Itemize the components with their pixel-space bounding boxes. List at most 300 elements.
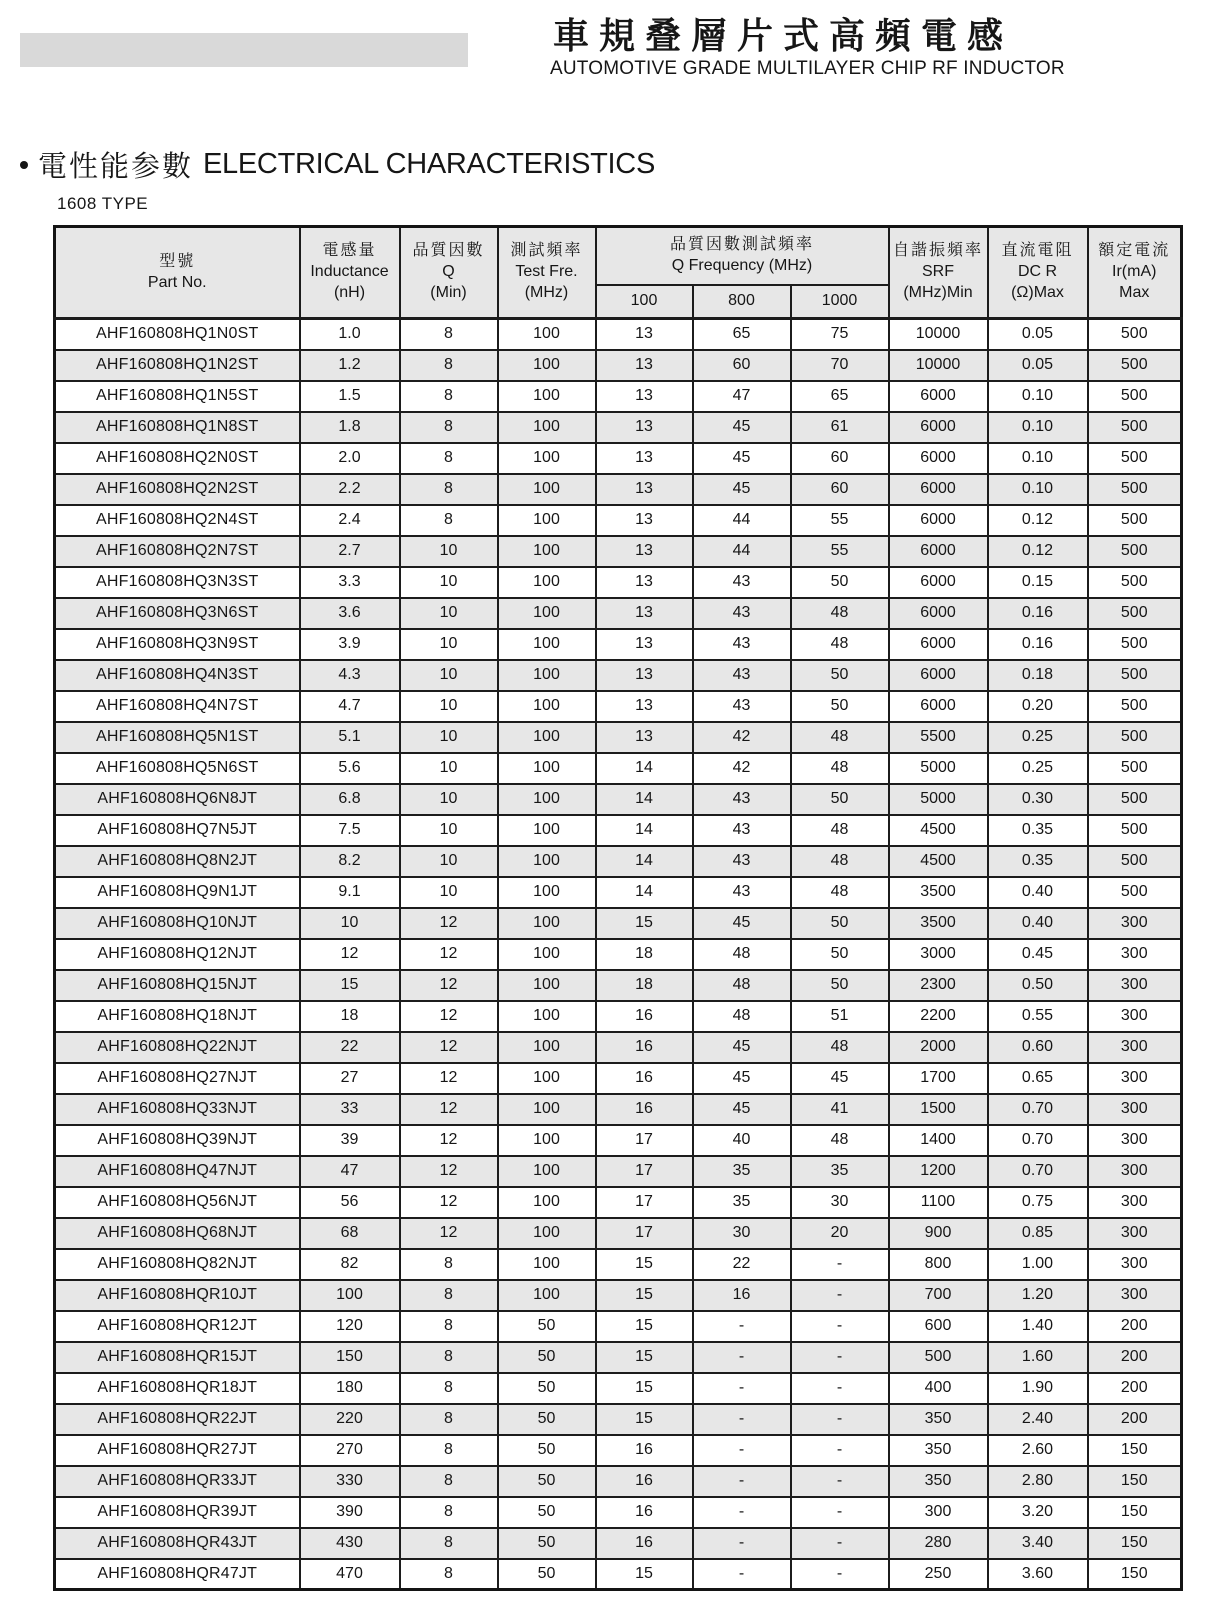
- cell-dc-resistance: 0.50: [988, 970, 1088, 1001]
- cell-q-at-1000mhz: 50: [791, 939, 889, 970]
- cell-test-frequency: 100: [498, 877, 596, 908]
- cell-q-at-800mhz: 35: [693, 1187, 791, 1218]
- cell-q-at-1000mhz: 48: [791, 722, 889, 753]
- cell-inductance: 5.1: [300, 722, 400, 753]
- cell-q-at-1000mhz: 50: [791, 660, 889, 691]
- cell-dc-resistance: 0.40: [988, 877, 1088, 908]
- cell-q-min: 8: [400, 1404, 498, 1435]
- cell-q-at-100mhz: 16: [596, 1001, 693, 1032]
- table-row: [55, 1342, 1182, 1373]
- cell-q-at-1000mhz: 50: [791, 567, 889, 598]
- cell-dc-resistance: 0.05: [988, 350, 1088, 381]
- cell-q-at-1000mhz: 50: [791, 970, 889, 1001]
- cell-rated-current: 300: [1088, 1187, 1182, 1218]
- cell-rated-current: 300: [1088, 1063, 1182, 1094]
- cell-inductance: 270: [300, 1435, 400, 1466]
- cell-q-min: 12: [400, 1094, 498, 1125]
- cell-q-min: 10: [400, 567, 498, 598]
- cell-srf: 350: [889, 1404, 988, 1435]
- cell-rated-current: 300: [1088, 1249, 1182, 1280]
- table-row: [55, 1373, 1182, 1404]
- cell-dc-resistance: 0.45: [988, 939, 1088, 970]
- cell-q-min: 12: [400, 908, 498, 939]
- cell-q-at-800mhz: 43: [693, 660, 791, 691]
- cell-part-no: AHF160808HQ2N4ST: [55, 505, 300, 536]
- cell-q-at-100mhz: 17: [596, 1156, 693, 1187]
- cell-q-at-100mhz: 13: [596, 505, 693, 536]
- cell-test-frequency: 50: [498, 1559, 596, 1590]
- cell-q-min: 10: [400, 722, 498, 753]
- cell-dc-resistance: 0.16: [988, 629, 1088, 660]
- cell-q-min: 10: [400, 629, 498, 660]
- table-row: [55, 970, 1182, 1001]
- cell-inductance: 1.0: [300, 319, 400, 350]
- cell-q-at-800mhz: 65: [693, 319, 791, 350]
- header-line-unit: (Ω)Max: [1011, 283, 1064, 301]
- table-row: [55, 877, 1182, 908]
- cell-srf: 6000: [889, 412, 988, 443]
- cell-inductance: 2.7: [300, 536, 400, 567]
- cell-rated-current: 300: [1088, 939, 1182, 970]
- cell-part-no: AHF160808HQ1N5ST: [55, 381, 300, 412]
- cell-q-at-1000mhz: 45: [791, 1063, 889, 1094]
- cell-rated-current: 500: [1088, 629, 1182, 660]
- cell-part-no: AHF160808HQ2N7ST: [55, 536, 300, 567]
- cell-q-at-100mhz: 18: [596, 939, 693, 970]
- cell-rated-current: 200: [1088, 1373, 1182, 1404]
- cell-part-no: AHF160808HQ5N1ST: [55, 722, 300, 753]
- cell-test-frequency: 100: [498, 1280, 596, 1311]
- cell-test-frequency: 100: [498, 505, 596, 536]
- cell-q-at-100mhz: 15: [596, 1404, 693, 1435]
- cell-part-no: AHF160808HQR18JT: [55, 1373, 300, 1404]
- cell-q-at-1000mhz: 60: [791, 443, 889, 474]
- cell-q-at-1000mhz: 48: [791, 815, 889, 846]
- cell-srf: 250: [889, 1559, 988, 1590]
- cell-q-at-800mhz: 48: [693, 970, 791, 1001]
- cell-dc-resistance: 0.75: [988, 1187, 1088, 1218]
- cell-srf: 10000: [889, 350, 988, 381]
- cell-q-min: 10: [400, 536, 498, 567]
- table-row: [55, 1404, 1182, 1435]
- cell-inductance: 2.4: [300, 505, 400, 536]
- table-row: [55, 443, 1182, 474]
- cell-q-min: 8: [400, 1559, 498, 1590]
- cell-inductance: 3.9: [300, 629, 400, 660]
- cell-q-min: 8: [400, 1342, 498, 1373]
- cell-q-at-100mhz: 15: [596, 1559, 693, 1590]
- cell-srf: 5500: [889, 722, 988, 753]
- cell-inductance: 3.6: [300, 598, 400, 629]
- cell-dc-resistance: 1.60: [988, 1342, 1088, 1373]
- table-row: [55, 1187, 1182, 1218]
- header-line-unit: Max: [1119, 283, 1150, 301]
- cell-dc-resistance: 0.10: [988, 443, 1088, 474]
- table-row: [55, 1435, 1182, 1466]
- cell-q-at-100mhz: 15: [596, 1311, 693, 1342]
- cell-rated-current: 500: [1088, 691, 1182, 722]
- cell-srf: 800: [889, 1249, 988, 1280]
- cell-dc-resistance: 0.12: [988, 505, 1088, 536]
- cell-rated-current: 150: [1088, 1435, 1182, 1466]
- cell-rated-current: 500: [1088, 846, 1182, 877]
- cell-part-no: AHF160808HQR22JT: [55, 1404, 300, 1435]
- cell-q-at-800mhz: -: [693, 1466, 791, 1497]
- cell-q-at-800mhz: 16: [693, 1280, 791, 1311]
- cell-test-frequency: 50: [498, 1373, 596, 1404]
- cell-q-min: 10: [400, 784, 498, 815]
- table-row: [55, 846, 1182, 877]
- cell-dc-resistance: 0.15: [988, 567, 1088, 598]
- col-header-inductance: [300, 227, 400, 319]
- cell-rated-current: 500: [1088, 815, 1182, 846]
- cell-part-no: AHF160808HQ4N3ST: [55, 660, 300, 691]
- cell-rated-current: 500: [1088, 474, 1182, 505]
- cell-dc-resistance: 0.10: [988, 474, 1088, 505]
- cell-q-at-100mhz: 13: [596, 567, 693, 598]
- cell-q-at-800mhz: 42: [693, 753, 791, 784]
- cell-q-min: 10: [400, 753, 498, 784]
- cell-dc-resistance: 3.40: [988, 1528, 1088, 1559]
- cell-srf: 2200: [889, 1001, 988, 1032]
- cell-q-at-1000mhz: 48: [791, 598, 889, 629]
- cell-part-no: AHF160808HQ22NJT: [55, 1032, 300, 1063]
- cell-srf: 6000: [889, 536, 988, 567]
- section-title-en: ELECTRICAL CHARACTERISTICS: [203, 148, 655, 180]
- cell-rated-current: 500: [1088, 412, 1182, 443]
- bullet-icon: [20, 161, 28, 169]
- cell-rated-current: 150: [1088, 1497, 1182, 1528]
- cell-srf: 6000: [889, 629, 988, 660]
- cell-q-at-1000mhz: 61: [791, 412, 889, 443]
- cell-q-min: 12: [400, 1156, 498, 1187]
- cell-part-no: AHF160808HQ18NJT: [55, 1001, 300, 1032]
- cell-part-no: AHF160808HQ1N8ST: [55, 412, 300, 443]
- cell-srf: 3000: [889, 939, 988, 970]
- cell-part-no: AHF160808HQ2N0ST: [55, 443, 300, 474]
- cell-srf: 500: [889, 1342, 988, 1373]
- cell-part-no: AHF160808HQ15NJT: [55, 970, 300, 1001]
- cell-srf: 6000: [889, 474, 988, 505]
- cell-q-at-100mhz: 15: [596, 1373, 693, 1404]
- cell-inductance: 4.3: [300, 660, 400, 691]
- cell-rated-current: 300: [1088, 1032, 1182, 1063]
- cell-part-no: AHF160808HQ1N2ST: [55, 350, 300, 381]
- cell-q-at-1000mhz: 50: [791, 691, 889, 722]
- table-row: [55, 1280, 1182, 1311]
- cell-q-at-100mhz: 13: [596, 660, 693, 691]
- cell-q-at-800mhz: 22: [693, 1249, 791, 1280]
- cell-rated-current: 300: [1088, 1125, 1182, 1156]
- table-row: [55, 1063, 1182, 1094]
- cell-inductance: 47: [300, 1156, 400, 1187]
- table-row: [55, 505, 1182, 536]
- header-line-zh: 直流電阻: [1001, 242, 1074, 260]
- table-row: [55, 1559, 1182, 1590]
- cell-q-at-100mhz: 13: [596, 722, 693, 753]
- cell-dc-resistance: 1.90: [988, 1373, 1088, 1404]
- cell-q-at-1000mhz: 20: [791, 1218, 889, 1249]
- cell-q-at-100mhz: 18: [596, 970, 693, 1001]
- cell-inductance: 5.6: [300, 753, 400, 784]
- cell-q-min: 8: [400, 1373, 498, 1404]
- table-row: [55, 1528, 1182, 1559]
- cell-q-at-800mhz: 47: [693, 381, 791, 412]
- cell-dc-resistance: 2.80: [988, 1466, 1088, 1497]
- header-line-unit: (MHz): [524, 283, 569, 301]
- cell-inductance: 120: [300, 1311, 400, 1342]
- cell-inductance: 39: [300, 1125, 400, 1156]
- cell-inductance: 68: [300, 1218, 400, 1249]
- cell-q-min: 12: [400, 1218, 498, 1249]
- cell-q-at-100mhz: 14: [596, 815, 693, 846]
- cell-test-frequency: 100: [498, 970, 596, 1001]
- cell-q-at-100mhz: 15: [596, 1342, 693, 1373]
- cell-rated-current: 500: [1088, 350, 1182, 381]
- cell-dc-resistance: 0.10: [988, 412, 1088, 443]
- cell-q-at-1000mhz: 35: [791, 1156, 889, 1187]
- cell-rated-current: 200: [1088, 1311, 1182, 1342]
- table-row: [55, 784, 1182, 815]
- cell-dc-resistance: 0.20: [988, 691, 1088, 722]
- cell-q-at-100mhz: 16: [596, 1032, 693, 1063]
- cell-rated-current: 500: [1088, 443, 1182, 474]
- cell-q-at-1000mhz: -: [791, 1249, 889, 1280]
- cell-srf: 3500: [889, 877, 988, 908]
- cell-test-frequency: 100: [498, 1187, 596, 1218]
- cell-q-at-1000mhz: 65: [791, 381, 889, 412]
- cell-dc-resistance: 0.05: [988, 319, 1088, 350]
- cell-q-at-100mhz: 13: [596, 598, 693, 629]
- cell-dc-resistance: 0.12: [988, 536, 1088, 567]
- page-title-en: AUTOMOTIVE GRADE MULTILAYER CHIP RF INDUCTOR: [550, 58, 1065, 79]
- cell-q-at-1000mhz: 48: [791, 877, 889, 908]
- cell-inductance: 9.1: [300, 877, 400, 908]
- cell-srf: 4500: [889, 815, 988, 846]
- cell-q-at-800mhz: 48: [693, 939, 791, 970]
- cell-q-at-800mhz: -: [693, 1497, 791, 1528]
- cell-q-at-1000mhz: 48: [791, 1032, 889, 1063]
- cell-srf: 3500: [889, 908, 988, 939]
- cell-dc-resistance: 0.25: [988, 753, 1088, 784]
- cell-test-frequency: 100: [498, 1218, 596, 1249]
- cell-q-at-1000mhz: -: [791, 1373, 889, 1404]
- header-line-zh: 電感量: [322, 242, 377, 260]
- header-line-zh: 測試頻率: [510, 242, 583, 260]
- cell-part-no: AHF160808HQR33JT: [55, 1466, 300, 1497]
- table-row: [55, 815, 1182, 846]
- table-row: [55, 908, 1182, 939]
- cell-srf: 280: [889, 1528, 988, 1559]
- col-header-dc-resistance: [988, 227, 1088, 319]
- cell-test-frequency: 100: [498, 629, 596, 660]
- cell-q-at-1000mhz: 75: [791, 319, 889, 350]
- cell-dc-resistance: 0.70: [988, 1125, 1088, 1156]
- cell-srf: 6000: [889, 381, 988, 412]
- cell-rated-current: 500: [1088, 598, 1182, 629]
- cell-dc-resistance: 0.35: [988, 846, 1088, 877]
- cell-part-no: AHF160808HQ4N7ST: [55, 691, 300, 722]
- cell-q-at-100mhz: 14: [596, 877, 693, 908]
- cell-rated-current: 300: [1088, 970, 1182, 1001]
- cell-q-min: 12: [400, 970, 498, 1001]
- table-body: [55, 319, 1182, 1590]
- cell-q-at-1000mhz: -: [791, 1497, 889, 1528]
- cell-q-at-100mhz: 17: [596, 1125, 693, 1156]
- cell-q-min: 12: [400, 1187, 498, 1218]
- cell-part-no: AHF160808HQR10JT: [55, 1280, 300, 1311]
- cell-srf: 6000: [889, 443, 988, 474]
- cell-dc-resistance: 0.85: [988, 1218, 1088, 1249]
- table-row: [55, 350, 1182, 381]
- cell-inductance: 3.3: [300, 567, 400, 598]
- cell-test-frequency: 100: [498, 350, 596, 381]
- cell-inductance: 22: [300, 1032, 400, 1063]
- cell-inductance: 15: [300, 970, 400, 1001]
- table-row: [55, 536, 1182, 567]
- cell-q-min: 10: [400, 691, 498, 722]
- cell-test-frequency: 100: [498, 784, 596, 815]
- cell-q-at-1000mhz: 50: [791, 908, 889, 939]
- cell-part-no: AHF160808HQ39NJT: [55, 1125, 300, 1156]
- cell-test-frequency: 50: [498, 1311, 596, 1342]
- cell-q-min: 8: [400, 1311, 498, 1342]
- cell-rated-current: 300: [1088, 1156, 1182, 1187]
- cell-dc-resistance: 0.40: [988, 908, 1088, 939]
- cell-q-at-800mhz: 44: [693, 536, 791, 567]
- cell-q-at-1000mhz: 48: [791, 753, 889, 784]
- cell-srf: 10000: [889, 319, 988, 350]
- cell-test-frequency: 100: [498, 691, 596, 722]
- cell-part-no: AHF160808HQ3N6ST: [55, 598, 300, 629]
- cell-test-frequency: 50: [498, 1342, 596, 1373]
- cell-inductance: 150: [300, 1342, 400, 1373]
- cell-q-at-100mhz: 16: [596, 1094, 693, 1125]
- cell-test-frequency: 100: [498, 722, 596, 753]
- cell-q-min: 8: [400, 1249, 498, 1280]
- cell-inductance: 1.8: [300, 412, 400, 443]
- cell-part-no: AHF160808HQ12NJT: [55, 939, 300, 970]
- cell-part-no: AHF160808HQR12JT: [55, 1311, 300, 1342]
- cell-test-frequency: 50: [498, 1466, 596, 1497]
- cell-q-at-100mhz: 13: [596, 536, 693, 567]
- cell-test-frequency: 100: [498, 443, 596, 474]
- cell-dc-resistance: 0.30: [988, 784, 1088, 815]
- table-row: [55, 1094, 1182, 1125]
- table-row: [55, 1156, 1182, 1187]
- cell-q-at-800mhz: 45: [693, 1094, 791, 1125]
- cell-q-at-800mhz: -: [693, 1435, 791, 1466]
- section-heading: [20, 144, 655, 185]
- cell-test-frequency: 100: [498, 1063, 596, 1094]
- header-line-en: Test Fre.: [515, 263, 578, 281]
- cell-srf: 900: [889, 1218, 988, 1249]
- cell-q-min: 8: [400, 474, 498, 505]
- cell-q-min: 8: [400, 350, 498, 381]
- header-line-en: SRF: [922, 263, 954, 281]
- cell-q-at-800mhz: 45: [693, 412, 791, 443]
- cell-rated-current: 200: [1088, 1404, 1182, 1435]
- table-row: [55, 598, 1182, 629]
- cell-dc-resistance: 0.35: [988, 815, 1088, 846]
- cell-q-min: 10: [400, 815, 498, 846]
- table-row: [55, 691, 1182, 722]
- cell-rated-current: 200: [1088, 1342, 1182, 1373]
- cell-q-at-1000mhz: 48: [791, 629, 889, 660]
- header-line-en: Q: [442, 263, 455, 281]
- cell-part-no: AHF160808HQ27NJT: [55, 1063, 300, 1094]
- cell-test-frequency: 50: [498, 1435, 596, 1466]
- cell-part-no: AHF160808HQR39JT: [55, 1497, 300, 1528]
- cell-q-at-800mhz: 43: [693, 815, 791, 846]
- col-header-q-min: [400, 227, 498, 319]
- cell-inductance: 2.2: [300, 474, 400, 505]
- header-line-zh: 型號: [159, 252, 196, 270]
- cell-q-min: 8: [400, 1435, 498, 1466]
- cell-test-frequency: 100: [498, 815, 596, 846]
- cell-q-at-1000mhz: 41: [791, 1094, 889, 1125]
- cell-rated-current: 500: [1088, 753, 1182, 784]
- cell-q-min: 8: [400, 1280, 498, 1311]
- header-line-en: Part No.: [147, 273, 207, 291]
- table-row: [55, 412, 1182, 443]
- cell-inductance: 4.7: [300, 691, 400, 722]
- cell-test-frequency: 100: [498, 753, 596, 784]
- cell-test-frequency: 100: [498, 846, 596, 877]
- cell-q-at-800mhz: 45: [693, 1063, 791, 1094]
- cell-rated-current: 500: [1088, 567, 1182, 598]
- cell-rated-current: 500: [1088, 722, 1182, 753]
- cell-q-at-800mhz: 40: [693, 1125, 791, 1156]
- cell-test-frequency: 100: [498, 1032, 596, 1063]
- cell-q-min: 10: [400, 660, 498, 691]
- cell-q-at-100mhz: 13: [596, 629, 693, 660]
- cell-q-at-800mhz: -: [693, 1342, 791, 1373]
- cell-part-no: AHF160808HQ33NJT: [55, 1094, 300, 1125]
- cell-q-min: 8: [400, 319, 498, 350]
- cell-inductance: 10: [300, 908, 400, 939]
- cell-test-frequency: 50: [498, 1497, 596, 1528]
- section-title-zh: 電性能参數: [38, 151, 194, 183]
- cell-inductance: 2.0: [300, 443, 400, 474]
- cell-dc-resistance: 2.60: [988, 1435, 1088, 1466]
- cell-inductance: 330: [300, 1466, 400, 1497]
- cell-q-at-1000mhz: -: [791, 1528, 889, 1559]
- table-row: [55, 660, 1182, 691]
- cell-part-no: AHF160808HQ6N8JT: [55, 784, 300, 815]
- cell-q-min: 10: [400, 846, 498, 877]
- cell-inductance: 82: [300, 1249, 400, 1280]
- table-row: [55, 567, 1182, 598]
- table-row: [55, 381, 1182, 412]
- cell-srf: 350: [889, 1435, 988, 1466]
- cell-q-min: 8: [400, 381, 498, 412]
- cell-srf: 2000: [889, 1032, 988, 1063]
- cell-test-frequency: 100: [498, 319, 596, 350]
- cell-part-no: AHF160808HQR15JT: [55, 1342, 300, 1373]
- cell-q-at-100mhz: 13: [596, 381, 693, 412]
- cell-q-at-1000mhz: 55: [791, 536, 889, 567]
- cell-q-min: 12: [400, 939, 498, 970]
- cell-test-frequency: 100: [498, 567, 596, 598]
- table-row: [55, 319, 1182, 350]
- cell-srf: 2300: [889, 970, 988, 1001]
- cell-part-no: AHF160808HQ10NJT: [55, 908, 300, 939]
- cell-part-no: AHF160808HQ56NJT: [55, 1187, 300, 1218]
- header-line-zh: 品質因數測試頻率: [669, 235, 814, 253]
- cell-inductance: 1.2: [300, 350, 400, 381]
- cell-q-at-1000mhz: 50: [791, 784, 889, 815]
